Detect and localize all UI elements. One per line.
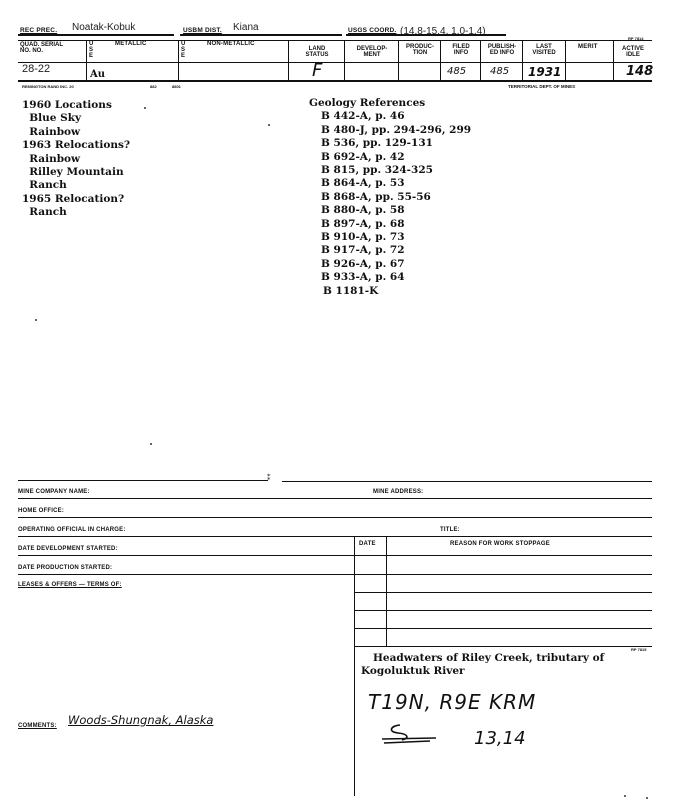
nonmetallic-prefix: U S E (181, 41, 186, 59)
location-line: Blue Sky (22, 112, 82, 125)
active-idle-label: ACTIVE IDLE (621, 46, 644, 58)
location-line: Rainbow (22, 152, 81, 165)
coords-handwritten: T19N, R9E KRM (368, 690, 537, 714)
merit-label: MERIT (578, 44, 598, 50)
printer-label: REMINGTON RAND INC. 20 (22, 84, 74, 89)
published-info-label: PUBLISH- ED INFO (487, 44, 517, 56)
rec-prec-label: REC PREC. (20, 27, 58, 34)
operating-official-label: OPERATING OFFICIAL IN CHARGE: (18, 527, 126, 533)
home-office-label: HOME OFFICE: (18, 508, 65, 514)
reason-label: REASON FOR WORK STOPPAGE (450, 541, 550, 547)
geology-ref: B 692-A, p. 42 (321, 150, 405, 163)
land-status-value: F (312, 60, 323, 81)
metallic-value: Au (90, 69, 106, 80)
date-development-label: DATE DEVELOPMENT STARTED: (18, 546, 118, 552)
last-visited-value: 1931 (528, 65, 562, 79)
location-line: Ranch (22, 179, 67, 192)
section-handwritten: 13,14 (474, 728, 526, 749)
geology-ref: B 933-A, p. 64 (321, 271, 405, 284)
title-label: TITLE: (440, 527, 460, 533)
location-line: Ranch (22, 206, 67, 219)
metallic-label: METALLIC (115, 41, 147, 47)
filed-info-label: FILED INFO (452, 44, 470, 56)
geology-ref: B 868-A, pp. 55-56 (321, 190, 431, 203)
geology-ref: B 864-A, p. 53 (321, 177, 405, 190)
handwritten-mark-icon (380, 722, 440, 748)
usgs-coord-value: (14.8-15.4, 1.0-1.4) (400, 26, 486, 37)
department-label: TERRITORIAL DEPT. OF MINES (508, 84, 576, 89)
geology-ref: B 1181-K (323, 284, 379, 297)
geology-ref: B 926-A, p. 67 (321, 257, 405, 270)
land-status-label: LAND STATUS (305, 46, 329, 58)
location-line: Rainbow (22, 125, 81, 138)
locations-block (22, 99, 130, 220)
location-line: 1963 Relocations? (22, 139, 131, 152)
mine-address-label: MINE ADDRESS: (373, 489, 424, 495)
location-note (361, 652, 605, 679)
location-note-line1: Headwaters of Riley Creek, tributary of (373, 652, 605, 664)
mine-company-name-label: MINE COMPANY NAME: (18, 489, 90, 495)
leases-label: LEASES & OFFERS — TERMS OF: (18, 582, 122, 588)
code2-label: 8801 (172, 84, 181, 89)
nonmetallic-label: NON-METALLIC (207, 41, 255, 47)
geology-ref: B 480-J, pp. 294-296, 299 (321, 123, 472, 136)
location-line: 1965 Relocation? (22, 192, 125, 205)
production-label: PRODUC- TION (406, 44, 434, 56)
form-number-2: RP 7815 (631, 647, 647, 652)
rec-prec-value: Noatak-Kobuk (72, 22, 136, 33)
geology-ref: B 536, pp. 129-131 (321, 137, 433, 150)
location-line: Rilley Mountain (22, 166, 124, 179)
quad-serial-label: QUAD. SERIAL NO. NO. (20, 42, 64, 54)
filed-info-value: 485 (447, 66, 467, 77)
location-note-line2: Kogoluktuk River (361, 665, 465, 678)
date-production-label: DATE PRODUCTION STARTED: (18, 565, 113, 571)
date-col-label: DATE (359, 541, 376, 547)
geology-block (309, 97, 472, 298)
published-info-value: 485 (490, 66, 510, 77)
comments-label: COMMENTS: (18, 723, 57, 729)
geology-ref: B 897-A, p. 68 (321, 217, 405, 230)
metallic-prefix: U S E (89, 41, 94, 59)
quad-value: 28-22 (22, 63, 51, 75)
geology-ref: B 917-A, p. 72 (321, 244, 405, 257)
comments-value: Woods-Shungnak, Alaska (68, 713, 214, 727)
geology-title: Geology References (309, 97, 426, 109)
active-value: 148 (626, 64, 654, 79)
develop-label: DEVELOP- MENT (356, 46, 388, 58)
geology-ref: B 442-A, p. 46 (321, 110, 405, 123)
usbm-dist-label: USBM DIST. (183, 27, 222, 34)
form-number: RP 7814 (628, 36, 644, 41)
last-visited-label: LAST VISITED (532, 44, 556, 56)
code1-label: 882 (150, 84, 157, 89)
usgs-coord-label: USGS COORD. (348, 27, 397, 34)
geology-ref: B 880-A, p. 58 (321, 204, 405, 217)
geology-ref: B 815, pp. 324-325 (321, 164, 433, 177)
location-line: 1960 Locations (22, 99, 112, 111)
usbm-dist-value: Kiana (233, 22, 259, 33)
geology-ref: B 910-A, p. 73 (321, 231, 405, 244)
